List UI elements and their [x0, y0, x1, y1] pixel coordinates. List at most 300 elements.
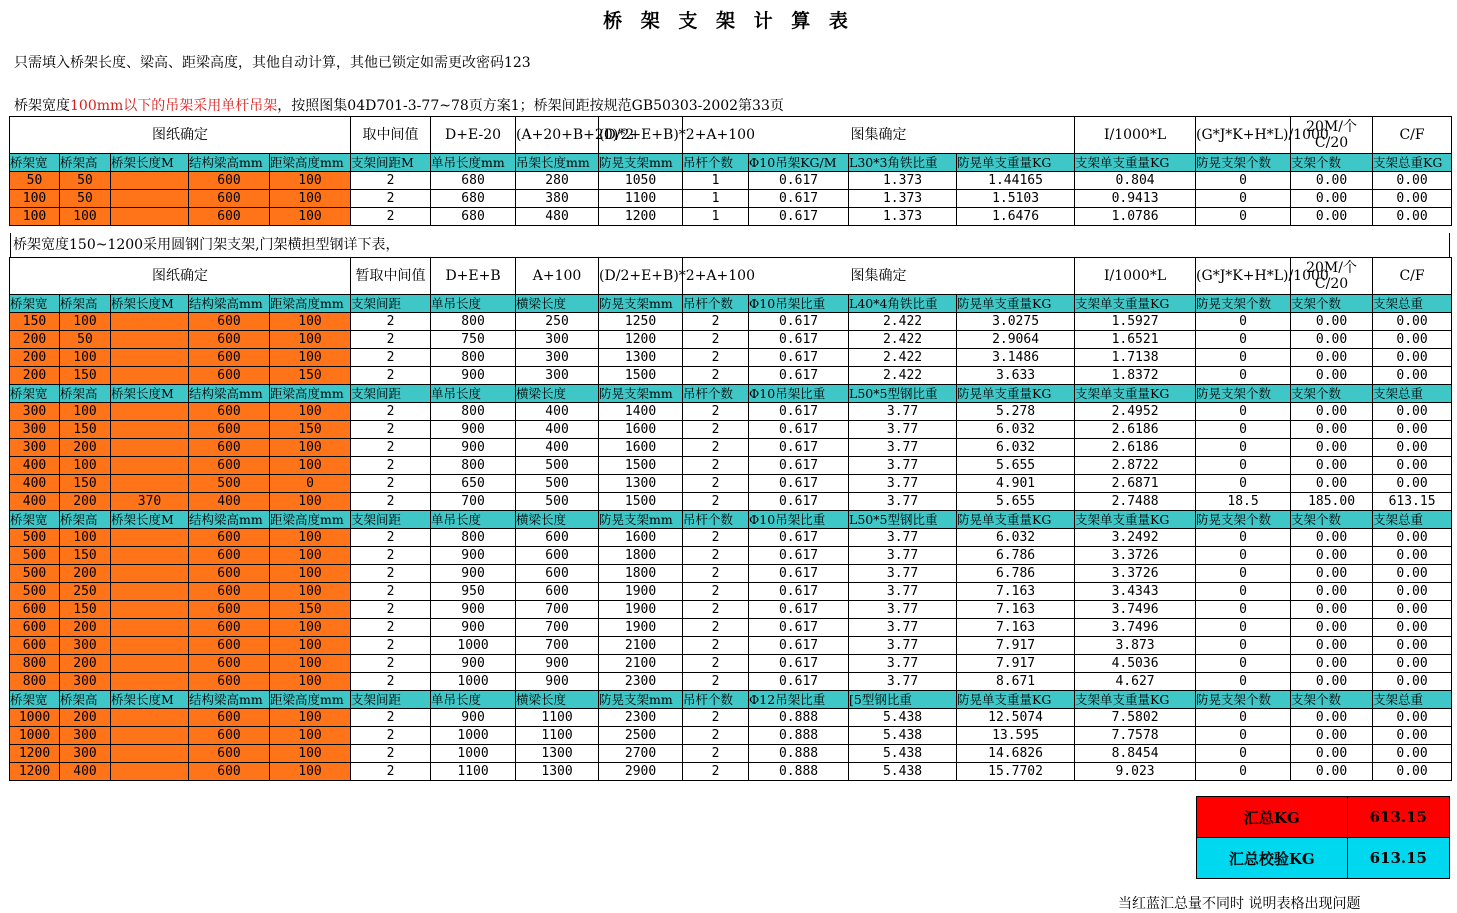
column-label: L30*3角铁比重: [849, 154, 957, 172]
table-cell: 2300: [599, 673, 683, 691]
input-cell[interactable]: 200: [60, 619, 111, 637]
table-cell: 0.00: [1291, 673, 1373, 691]
input-cell[interactable]: 150: [270, 367, 351, 385]
input-cell[interactable]: [111, 475, 189, 493]
input-cell[interactable]: 600: [189, 529, 270, 547]
table-cell: 0.617: [749, 190, 849, 208]
input-cell[interactable]: 50: [60, 331, 111, 349]
input-cell[interactable]: 400: [10, 493, 60, 511]
check-value[interactable]: 613.15: [1347, 838, 1449, 879]
table-cell: 0.00: [1373, 727, 1452, 745]
table-cell: 2: [351, 709, 431, 727]
input-cell[interactable]: 600: [189, 439, 270, 457]
table-cell: 1050: [599, 172, 683, 190]
column-label: 防晃支架个数: [1196, 511, 1291, 529]
column-label: 横梁长度: [516, 691, 599, 709]
table-cell: 2: [683, 349, 749, 367]
header-cell: 图纸确定: [10, 258, 351, 295]
input-cell[interactable]: 500: [10, 583, 60, 601]
table-cell: 2: [351, 529, 431, 547]
table-cell: 0.00: [1373, 763, 1452, 781]
table-cell: 500: [516, 493, 599, 511]
table-cell: 3.77: [849, 547, 957, 565]
input-cell[interactable]: 1200: [10, 745, 60, 763]
table-cell: 2: [351, 745, 431, 763]
input-cell[interactable]: 100: [270, 190, 351, 208]
table-cell: 0: [1196, 727, 1291, 745]
input-cell[interactable]: 150: [60, 475, 111, 493]
total-value[interactable]: 613.15: [1347, 797, 1449, 838]
input-cell[interactable]: 200: [60, 565, 111, 583]
input-cell[interactable]: [111, 208, 189, 226]
input-cell[interactable]: 300: [10, 421, 60, 439]
input-cell[interactable]: 400: [10, 475, 60, 493]
table-cell: 1000: [431, 727, 516, 745]
input-cell[interactable]: 100: [270, 403, 351, 421]
input-cell[interactable]: [111, 331, 189, 349]
input-cell[interactable]: 100: [270, 547, 351, 565]
column-label: 支架单支重量KG: [1075, 511, 1196, 529]
table-cell: 3.0275: [957, 313, 1075, 331]
column-label: 支架间距: [351, 511, 431, 529]
input-cell[interactable]: 600: [189, 208, 270, 226]
input-cell[interactable]: 500: [10, 565, 60, 583]
table-cell: 2: [683, 439, 749, 457]
input-cell[interactable]: [111, 655, 189, 673]
input-cell[interactable]: 300: [10, 439, 60, 457]
input-cell[interactable]: 300: [10, 403, 60, 421]
column-label: 距梁高度mm: [270, 154, 351, 172]
input-cell[interactable]: 100: [270, 457, 351, 475]
input-cell[interactable]: [111, 190, 189, 208]
table-cell: 400: [516, 403, 599, 421]
column-label-row: [10, 511, 1452, 529]
column-label: 防晃支架个数: [1196, 691, 1291, 709]
input-cell[interactable]: 200: [60, 709, 111, 727]
table-cell: 950: [431, 583, 516, 601]
table-cell: 2: [351, 403, 431, 421]
table-cell: 6.032: [957, 421, 1075, 439]
input-cell[interactable]: 0: [270, 475, 351, 493]
input-cell[interactable]: 600: [189, 745, 270, 763]
table-cell: 2.6186: [1075, 439, 1196, 457]
table-cell: 5.438: [849, 709, 957, 727]
table-cell: 0.00: [1291, 727, 1373, 745]
table-cell: 400: [516, 439, 599, 457]
table-cell: 0.617: [749, 208, 849, 226]
table-cell: 3.77: [849, 673, 957, 691]
column-label: L50*5型钢比重: [849, 511, 957, 529]
input-cell[interactable]: 200: [60, 439, 111, 457]
column-label: 结构梁高mm: [189, 385, 270, 403]
input-cell[interactable]: [111, 457, 189, 475]
input-cell[interactable]: 600: [10, 619, 60, 637]
input-cell[interactable]: 50: [10, 172, 60, 190]
column-label: 单吊长度: [431, 385, 516, 403]
input-cell[interactable]: 600: [189, 457, 270, 475]
table-cell: 900: [431, 439, 516, 457]
table-cell: 2.422: [849, 331, 957, 349]
input-cell[interactable]: 100: [60, 208, 111, 226]
column-label: 防晃支架个数: [1196, 385, 1291, 403]
column-label: 距梁高度mm: [270, 511, 351, 529]
table-cell: 0.00: [1373, 637, 1452, 655]
input-cell[interactable]: [111, 619, 189, 637]
input-cell[interactable]: 100: [270, 583, 351, 601]
table-row: [10, 403, 1452, 421]
table-cell: 0: [1196, 367, 1291, 385]
input-cell[interactable]: 50: [60, 172, 111, 190]
table-cell: 0.00: [1291, 190, 1373, 208]
table-cell: 0.00: [1373, 331, 1452, 349]
column-label: 防晃单支重量KG: [957, 154, 1075, 172]
input-cell[interactable]: [111, 709, 189, 727]
input-cell[interactable]: 150: [60, 367, 111, 385]
input-cell[interactable]: 600: [189, 619, 270, 637]
input-cell[interactable]: 300: [60, 637, 111, 655]
input-cell[interactable]: 100: [10, 190, 60, 208]
input-cell[interactable]: 600: [10, 601, 60, 619]
input-cell[interactable]: 600: [189, 673, 270, 691]
table-cell: 600: [516, 547, 599, 565]
input-cell[interactable]: 600: [189, 349, 270, 367]
input-cell[interactable]: [111, 763, 189, 781]
input-cell[interactable]: 600: [189, 583, 270, 601]
table-cell: 2: [351, 367, 431, 385]
table-cell: 2: [683, 529, 749, 547]
column-label: 单吊长度: [431, 511, 516, 529]
table-row: [10, 439, 1452, 457]
table-cell: 0.00: [1373, 565, 1452, 583]
table-cell: 0.00: [1291, 172, 1373, 190]
scheme-note: [14, 95, 784, 115]
table-cell: 5.655: [957, 457, 1075, 475]
table-cell: 0.00: [1373, 583, 1452, 601]
table-cell: 0.617: [749, 172, 849, 190]
column-label: 桥架高: [60, 154, 111, 172]
input-cell[interactable]: 150: [60, 547, 111, 565]
table-cell: 0.00: [1373, 547, 1452, 565]
table-cell: 0.00: [1291, 331, 1373, 349]
table-cell: 7.7578: [1075, 727, 1196, 745]
input-cell[interactable]: 200: [60, 655, 111, 673]
table-row: [10, 367, 1452, 385]
input-cell[interactable]: 100: [10, 208, 60, 226]
table-cell: 0.617: [749, 421, 849, 439]
column-label: 横梁长度: [516, 511, 599, 529]
table-cell: 700: [516, 637, 599, 655]
input-cell[interactable]: 100: [60, 349, 111, 367]
table-cell: 1900: [599, 619, 683, 637]
column-label: 横梁长度: [516, 385, 599, 403]
column-label: 吊杆个数: [683, 691, 749, 709]
table-cell: 600: [516, 565, 599, 583]
input-cell[interactable]: 100: [270, 709, 351, 727]
input-cell[interactable]: 600: [189, 565, 270, 583]
input-cell[interactable]: 300: [60, 727, 111, 745]
table-row: [10, 529, 1452, 547]
table-cell: 0: [1196, 763, 1291, 781]
input-cell[interactable]: [111, 583, 189, 601]
input-cell[interactable]: [111, 172, 189, 190]
column-label: L40*4角铁比重: [849, 295, 957, 313]
input-cell[interactable]: 600: [189, 727, 270, 745]
table-cell: 7.163: [957, 619, 1075, 637]
column-label: 支架单支重量KG: [1075, 295, 1196, 313]
table-cell: 400: [516, 421, 599, 439]
table-cell: 0.00: [1373, 439, 1452, 457]
input-cell[interactable]: [111, 367, 189, 385]
table-cell: 0.804: [1075, 172, 1196, 190]
table-cell: 0: [1196, 709, 1291, 727]
input-cell[interactable]: 600: [189, 172, 270, 190]
table-cell: 3.77: [849, 583, 957, 601]
column-label: 支架单支重量KG: [1075, 385, 1196, 403]
table-cell: 0.9413: [1075, 190, 1196, 208]
table-row: [10, 637, 1452, 655]
table-cell: 0.00: [1373, 475, 1452, 493]
table-cell: 1400: [599, 403, 683, 421]
input-cell[interactable]: 370: [111, 493, 189, 511]
input-cell[interactable]: [111, 313, 189, 331]
input-cell[interactable]: 100: [60, 529, 111, 547]
input-cell[interactable]: [111, 529, 189, 547]
column-label: 桥架长度M: [111, 691, 189, 709]
input-cell[interactable]: 600: [189, 403, 270, 421]
input-cell[interactable]: 400: [189, 493, 270, 511]
input-cell[interactable]: 100: [270, 727, 351, 745]
column-label: 距梁高度mm: [270, 295, 351, 313]
table-cell: 1000: [431, 637, 516, 655]
input-cell[interactable]: 100: [270, 349, 351, 367]
table-cell: 0: [1196, 619, 1291, 637]
table-cell: 3.77: [849, 421, 957, 439]
input-cell[interactable]: 600: [189, 637, 270, 655]
table-cell: 2: [683, 763, 749, 781]
column-label: 桥架宽: [10, 691, 60, 709]
input-cell[interactable]: 600: [189, 190, 270, 208]
table-cell: 1900: [599, 601, 683, 619]
column-label: L50*5型钢比重: [849, 385, 957, 403]
table-cell: 2900: [599, 763, 683, 781]
table-cell: 1300: [516, 763, 599, 781]
table-cell: 300: [516, 331, 599, 349]
input-cell[interactable]: 200: [10, 349, 60, 367]
input-cell[interactable]: 600: [189, 655, 270, 673]
table-row: [10, 583, 1452, 601]
input-cell[interactable]: 150: [270, 601, 351, 619]
input-cell[interactable]: 600: [189, 421, 270, 439]
table-cell: 300: [516, 349, 599, 367]
table-cell: 2: [683, 655, 749, 673]
input-cell[interactable]: [111, 727, 189, 745]
input-cell[interactable]: [111, 673, 189, 691]
table-cell: 900: [431, 565, 516, 583]
input-cell[interactable]: 100: [60, 403, 111, 421]
input-cell[interactable]: 400: [10, 457, 60, 475]
input-cell[interactable]: [111, 565, 189, 583]
table-cell: 1300: [599, 349, 683, 367]
header-cell: C/F: [1373, 117, 1452, 154]
input-cell[interactable]: [111, 421, 189, 439]
table-cell: 1500: [599, 457, 683, 475]
input-cell[interactable]: 200: [60, 493, 111, 511]
input-cell[interactable]: 300: [60, 673, 111, 691]
input-cell[interactable]: 150: [60, 601, 111, 619]
table-cell: 0.00: [1291, 367, 1373, 385]
header-cell: 图纸确定: [10, 117, 351, 154]
table-cell: 1200: [599, 208, 683, 226]
table-cell: 0.617: [749, 349, 849, 367]
table-cell: 0.00: [1291, 475, 1373, 493]
input-cell[interactable]: 100: [270, 313, 351, 331]
column-label-row: [10, 295, 1452, 313]
table-cell: 2: [351, 547, 431, 565]
table-cell: 3.77: [849, 493, 957, 511]
table-row: [10, 709, 1452, 727]
input-cell[interactable]: [111, 547, 189, 565]
table-cell: 2500: [599, 727, 683, 745]
input-cell[interactable]: 600: [189, 367, 270, 385]
input-cell[interactable]: 250: [60, 583, 111, 601]
input-cell[interactable]: 800: [10, 655, 60, 673]
input-cell[interactable]: 200: [10, 331, 60, 349]
input-cell[interactable]: 800: [10, 673, 60, 691]
column-label: 桥架长度M: [111, 154, 189, 172]
table-cell: 1.373: [849, 190, 957, 208]
input-cell[interactable]: 500: [10, 547, 60, 565]
input-cell[interactable]: 100: [270, 529, 351, 547]
column-label: 防晃单支重量KG: [957, 385, 1075, 403]
input-cell[interactable]: 150: [60, 421, 111, 439]
column-label: 支架间距M: [351, 154, 431, 172]
table-cell: 1300: [516, 745, 599, 763]
table-cell: 0.00: [1291, 529, 1373, 547]
table-cell: 6.786: [957, 565, 1075, 583]
table-cell: 680: [431, 208, 516, 226]
table-cell: 0.00: [1373, 601, 1452, 619]
column-label: 防晃单支重量KG: [957, 295, 1075, 313]
input-cell[interactable]: 600: [189, 331, 270, 349]
table-cell: 3.2492: [1075, 529, 1196, 547]
input-cell[interactable]: 100: [270, 763, 351, 781]
input-cell[interactable]: 600: [10, 637, 60, 655]
input-cell[interactable]: 100: [270, 493, 351, 511]
column-label: 吊杆个数: [683, 385, 749, 403]
input-cell[interactable]: 100: [270, 331, 351, 349]
table-cell: 7.917: [957, 655, 1075, 673]
input-cell[interactable]: 600: [189, 763, 270, 781]
table-cell: 0: [1196, 349, 1291, 367]
input-cell[interactable]: 600: [189, 547, 270, 565]
table-cell: 800: [431, 403, 516, 421]
input-cell[interactable]: 400: [60, 763, 111, 781]
table-cell: 700: [516, 601, 599, 619]
input-cell[interactable]: 100: [270, 172, 351, 190]
input-cell[interactable]: 1200: [10, 763, 60, 781]
table-row: [10, 208, 1452, 226]
table-cell: 1100: [431, 763, 516, 781]
column-label: 支架个数: [1291, 511, 1373, 529]
table-cell: 0.617: [749, 457, 849, 475]
input-cell[interactable]: 100: [270, 208, 351, 226]
table-cell: 0: [1196, 565, 1291, 583]
input-cell[interactable]: 500: [10, 529, 60, 547]
column-label: 桥架宽: [10, 154, 60, 172]
table-row: [10, 349, 1452, 367]
input-cell[interactable]: 100: [270, 439, 351, 457]
table-cell: 2: [683, 457, 749, 475]
input-cell[interactable]: 1000: [10, 727, 60, 745]
table-cell: 1.6476: [957, 208, 1075, 226]
column-label: 防晃支架mm: [599, 691, 683, 709]
input-cell[interactable]: 100: [270, 619, 351, 637]
input-cell[interactable]: [111, 439, 189, 457]
input-cell[interactable]: 100: [60, 457, 111, 475]
input-cell[interactable]: [111, 601, 189, 619]
table-cell: 0.00: [1373, 457, 1452, 475]
input-cell[interactable]: 100: [60, 313, 111, 331]
input-cell[interactable]: 150: [270, 421, 351, 439]
input-cell[interactable]: [111, 637, 189, 655]
table-cell: 2: [683, 583, 749, 601]
input-cell[interactable]: 600: [189, 601, 270, 619]
table-cell: 0.00: [1291, 313, 1373, 331]
input-cell[interactable]: 600: [189, 313, 270, 331]
summary-box: [1196, 796, 1450, 879]
input-cell[interactable]: 100: [270, 565, 351, 583]
table-cell: 4.627: [1075, 673, 1196, 691]
input-cell[interactable]: 100: [270, 673, 351, 691]
table-cell: 0: [1196, 421, 1291, 439]
table-cell: 750: [431, 331, 516, 349]
input-cell[interactable]: 300: [60, 745, 111, 763]
table-cell: 0: [1196, 403, 1291, 421]
input-cell[interactable]: 1000: [10, 709, 60, 727]
column-label: 吊杆个数: [683, 295, 749, 313]
input-cell[interactable]: 50: [60, 190, 111, 208]
table-cell: 0.00: [1373, 349, 1452, 367]
table-cell: 3.7496: [1075, 619, 1196, 637]
table-row: [10, 565, 1452, 583]
column-label: 桥架宽: [10, 385, 60, 403]
input-cell[interactable]: 200: [10, 367, 60, 385]
table-cell: 900: [431, 709, 516, 727]
input-cell[interactable]: [111, 403, 189, 421]
table-cell: 2: [351, 475, 431, 493]
column-label: 防晃支架mm: [599, 154, 683, 172]
table-cell: 500: [516, 475, 599, 493]
column-label: 支架间距: [351, 385, 431, 403]
input-cell[interactable]: 100: [270, 745, 351, 763]
table-row: [10, 655, 1452, 673]
table-cell: 15.7702: [957, 763, 1075, 781]
input-cell[interactable]: 100: [270, 655, 351, 673]
table-cell: 3.77: [849, 619, 957, 637]
table-cell: 2: [351, 421, 431, 439]
table-row: [10, 673, 1452, 691]
column-label: Φ10吊架KG/M: [749, 154, 849, 172]
input-cell[interactable]: 100: [270, 637, 351, 655]
input-cell[interactable]: 500: [189, 475, 270, 493]
table-cell: 1500: [599, 493, 683, 511]
input-cell[interactable]: [111, 745, 189, 763]
input-cell[interactable]: [111, 349, 189, 367]
table-cell: 185.00: [1291, 493, 1373, 511]
table-cell: 7.163: [957, 583, 1075, 601]
input-cell[interactable]: 150: [10, 313, 60, 331]
input-cell[interactable]: 600: [189, 709, 270, 727]
